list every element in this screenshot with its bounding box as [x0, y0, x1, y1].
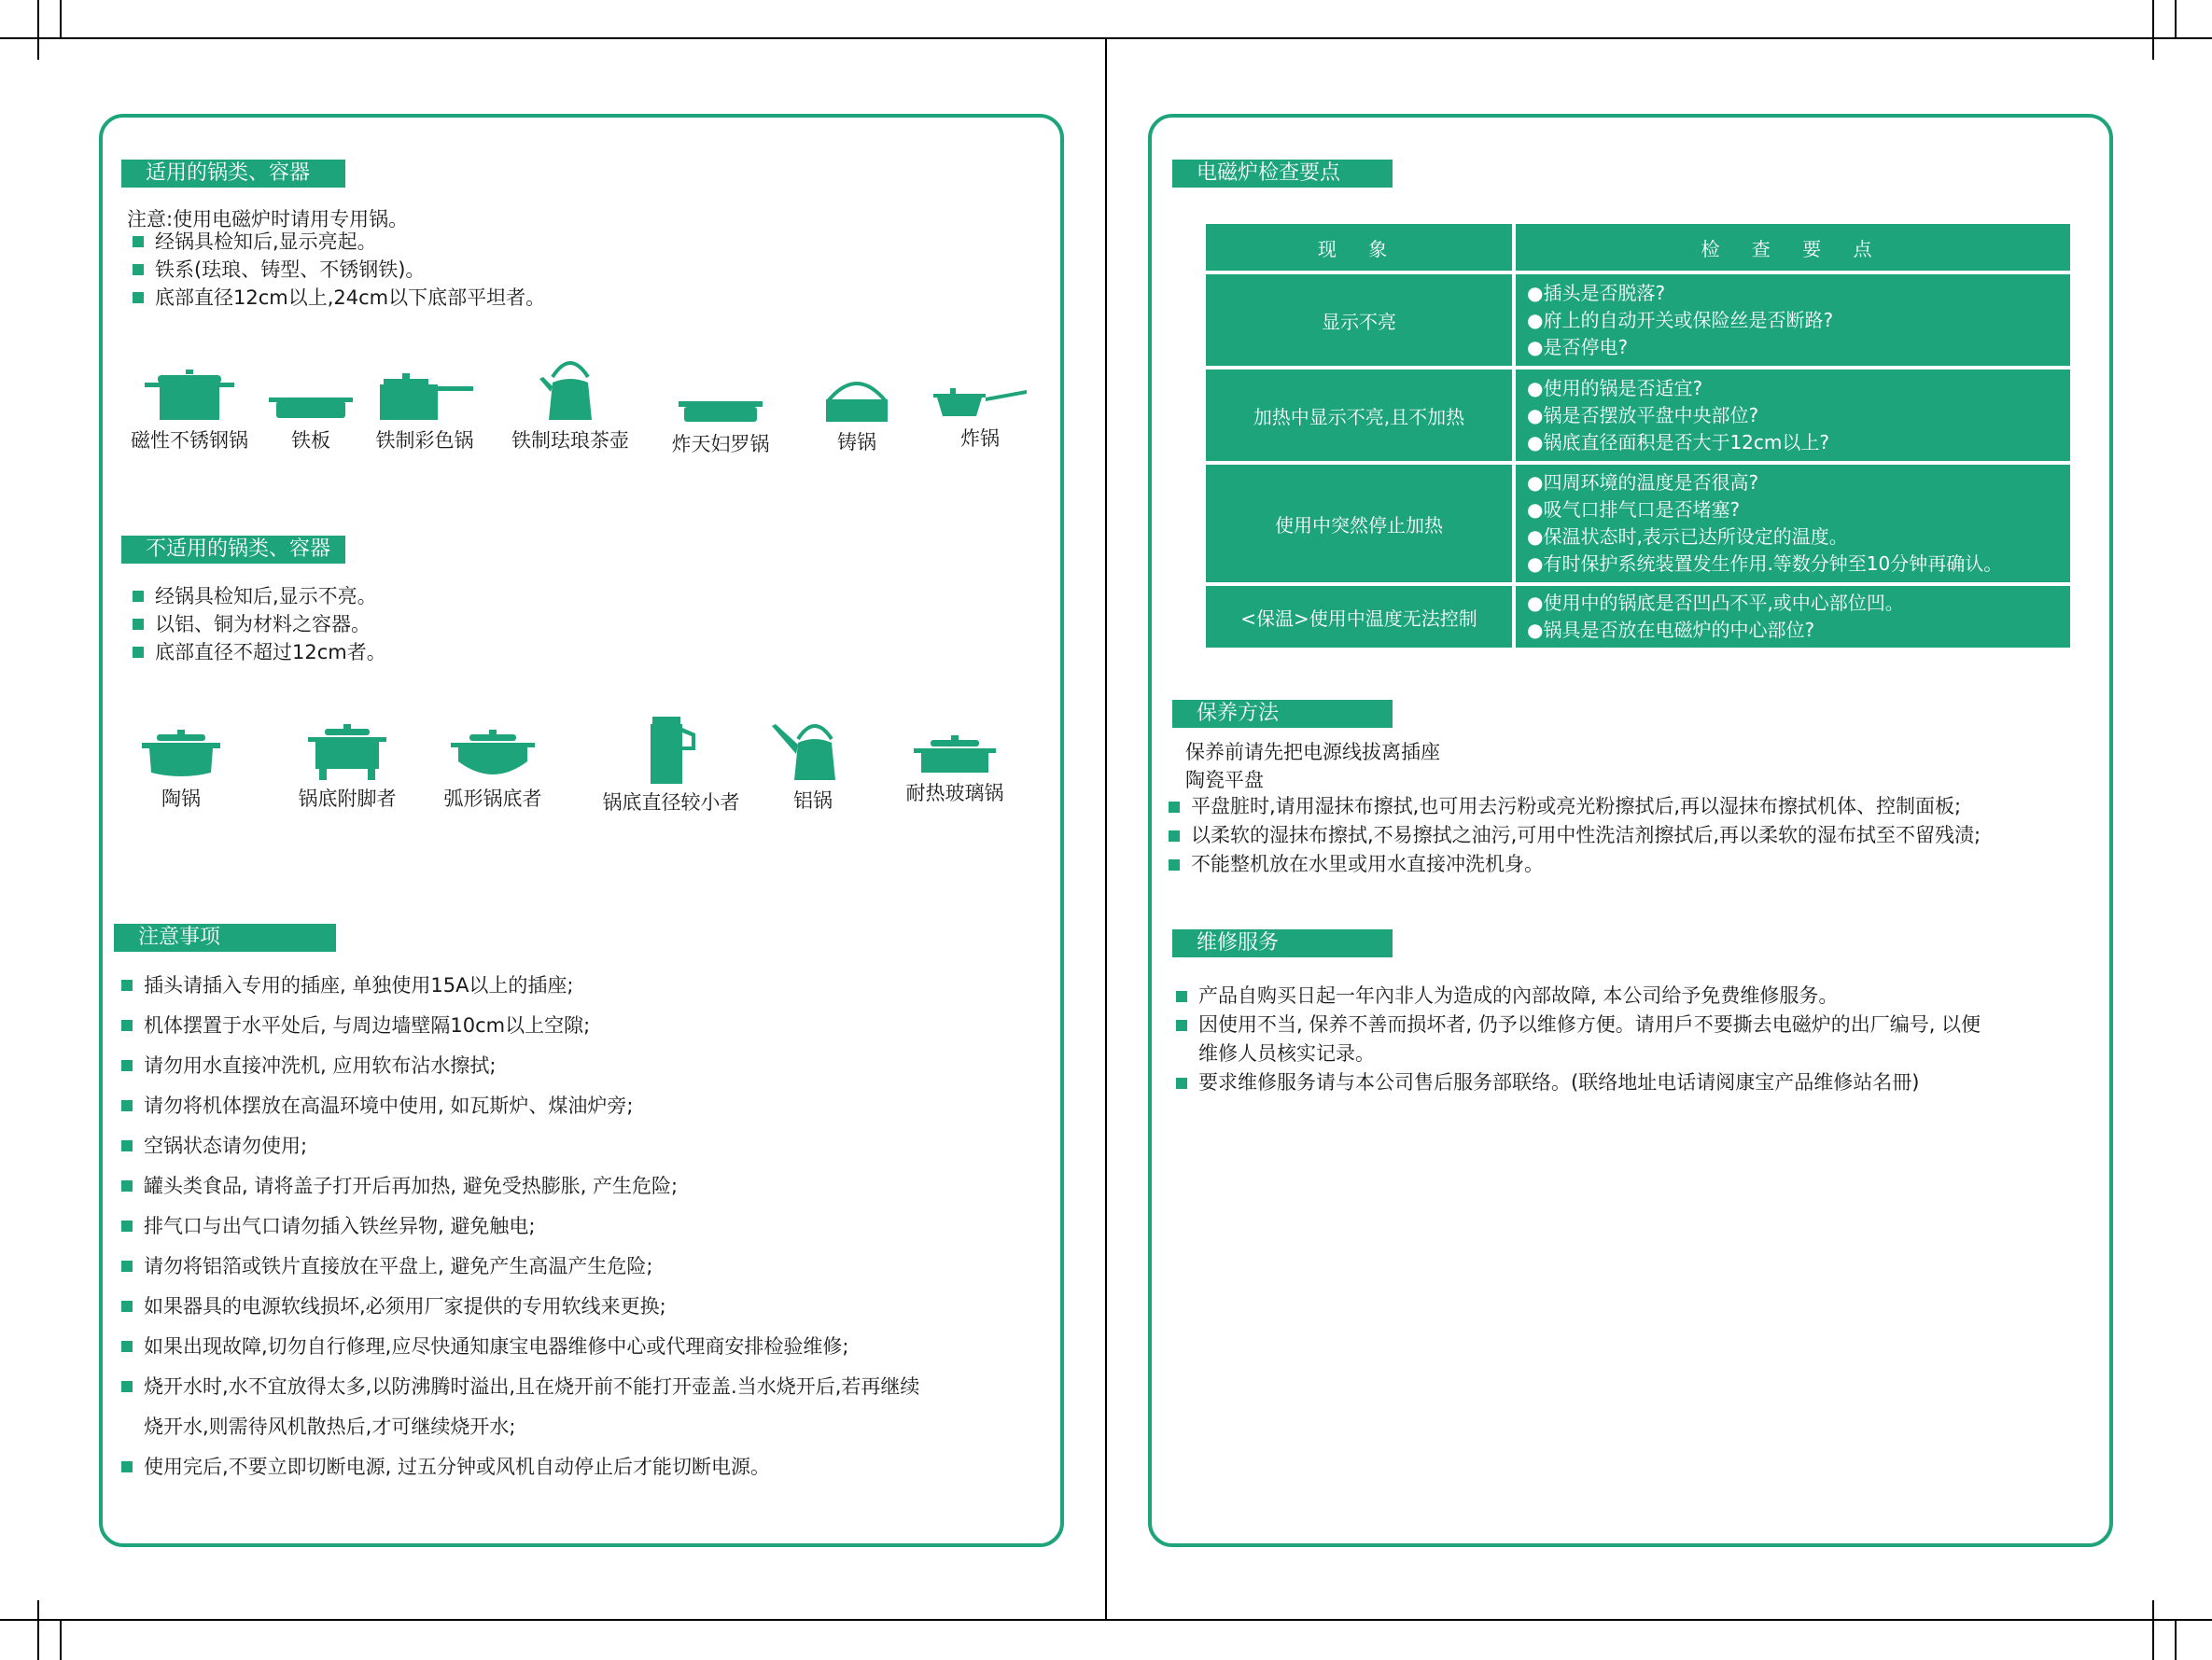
pot-label: 耐热玻璃锅: [905, 782, 1004, 804]
crop-mark: [2175, 1621, 2177, 1660]
list-item: 烧开水时,水不宜放得太多,以防沸腾时溢出,且在烧开前不能打开壶盖.当水烧开后,若再继续: [119, 1367, 919, 1407]
list-item: 请勿将机体摆放在高温环境中使用, 如瓦斯炉、煤油炉旁;: [119, 1086, 919, 1126]
symptom-cell: 使用中突然停止加热: [1204, 463, 1514, 584]
list-item: 产品自购买日起一年內非人为造成的內部故障, 本公司给予免费维修服务。: [1174, 982, 1981, 1011]
table-row: [1204, 368, 2072, 463]
check-point: ●保温状态时,表示已达所设定的温度。: [1527, 525, 1848, 548]
symptom-cell: 显示不亮: [1204, 272, 1514, 368]
check-point: ●锅是否摆放平盘中央部位?: [1527, 403, 1759, 426]
list-item: 空锅状态请勿使用;: [119, 1126, 919, 1166]
suitable-note: 注意:使用电磁炉时请用专用锅。: [127, 208, 409, 230]
kettle-icon: [770, 717, 856, 782]
list-item: 铁系(珐琅、铸型、不锈钢铁)。: [131, 256, 545, 284]
griddle-icon: [269, 392, 353, 422]
list-item: 罐头类食品, 请将盖子打开后再加热, 避免受热膨胀, 产生危险;: [119, 1166, 919, 1207]
list-item: 底部直径不超过12cm者。: [131, 638, 386, 666]
list-item: 因使用不当, 保养不善而损坏者, 仍予以维修方便。请用戶不要撕去电磁炉的出厂编号, 以便: [1174, 1011, 1981, 1039]
crop-mark: [37, 0, 39, 60]
list-item: 如果出现故障,切勿自行修理,应尽快通知康宝电器维修中心或代理商安排检验维修;: [119, 1327, 919, 1367]
column-header-symptom: 现 象: [1204, 222, 1514, 272]
points-cell: [1514, 463, 2072, 584]
suitable-list: [131, 228, 545, 312]
section-header-unsuitable: 不适用的锅类、容器: [121, 536, 345, 564]
check-point: ●插头是否脱落?: [1527, 281, 1666, 304]
list-item: 使用完后,不要立即切断电源, 过五分钟或风机自动停止后才能切断电源。: [119, 1447, 919, 1487]
tall-jug-icon: [645, 717, 697, 784]
check-point: ●是否停电?: [1527, 335, 1629, 358]
saucepan-icon: [376, 371, 473, 422]
pot-label: 锅底附脚者: [298, 788, 397, 810]
pot-aluminium: [762, 717, 864, 814]
section-header-care: 保养方法: [1172, 700, 1393, 728]
clay-pot-icon: [140, 730, 222, 780]
notes-list: [119, 966, 919, 1487]
check-point: ●锅具是否放在电磁炉的中心部位?: [1527, 619, 1815, 641]
pot-label: 铸锅: [837, 431, 876, 453]
list-item: 经锅具检知后,显示不亮。: [131, 582, 386, 610]
cast-pot-icon: [824, 379, 889, 424]
pot-tempura: [655, 398, 786, 457]
pot-label: 铝锅: [793, 789, 833, 812]
list-item: 维修人员核实记录。: [1198, 1042, 1375, 1065]
check-point: ●锅底直径面积是否大于12cm以上?: [1527, 430, 1829, 453]
list-item: 不能整机放在水里或用水直接冲洗机身。: [1167, 850, 1981, 879]
footed-pot-icon: [308, 724, 386, 780]
section-header-service: 维修服务: [1172, 929, 1393, 957]
list-item: 以柔软的湿抹布擦拭,不易擦拭之油污,可用中性洗洁剂擦拭后,再以柔软的湿布拭至不留残渍;: [1167, 821, 1981, 850]
check-point: ●使用中的锅底是否凹凸不平,或中心部位凹。: [1527, 592, 1904, 614]
pot-color-iron: [364, 371, 485, 453]
list-item: 底部直径12cm以上,24cm以下底部平坦者。: [131, 284, 545, 312]
fryer-icon: [679, 398, 763, 425]
pot-label: 铁制彩色锅: [375, 429, 474, 452]
fold-line: [1105, 37, 1107, 1621]
list-item: 平盘脏时,请用湿抹布擦拭,也可用去污粉或亮光粉擦拭后,再以湿抹布擦拭机体、控制面板;: [1167, 792, 1981, 821]
check-point: ●吸气口排气口是否堵塞?: [1527, 498, 1741, 521]
section-header-notes: 注意事项: [114, 924, 336, 952]
pot-frying: [924, 384, 1036, 452]
crop-mark: [60, 1621, 62, 1660]
pot-label: 铁制珐琅茶壶: [511, 429, 629, 452]
crop-mark: [37, 1600, 39, 1660]
check-point: ●有时保护系统装置发生作用.等数分钟至10分钟再确认。: [1527, 552, 2003, 575]
glass-pot-icon: [914, 735, 996, 774]
pot-ceramic: [118, 730, 245, 812]
pot-with-feet: [289, 724, 405, 812]
list-item: 插头请插入专用的插座, 单独使用15A以上的插座;: [119, 966, 919, 1006]
pot-label: 铁板: [291, 429, 330, 452]
list-item: 烧开水,则需待风机散热后,才可继续烧开水;: [144, 1416, 516, 1438]
check-point: ●府上的自动开关或保险丝是否断路?: [1527, 308, 1834, 331]
crop-mark: [2152, 0, 2154, 60]
symptom-cell: <保温>使用中温度无法控制: [1204, 584, 1514, 649]
crop-mark: [2152, 1600, 2154, 1660]
pot-enamel-kettle: [500, 355, 640, 453]
crop-mark: [60, 0, 62, 37]
list-item: 机体摆置于水平处后, 与周边墙壁隔10cm以上空隙;: [119, 1006, 919, 1046]
column-header-points: 检 查 要 点: [1514, 222, 2072, 272]
list-item: 请勿用水直接冲洗机, 应用软布沾水擦拭;: [119, 1046, 919, 1086]
list-item: 排气口与出气口请勿插入铁丝异物, 避免触电;: [119, 1207, 919, 1247]
pot-cast: [810, 379, 903, 455]
stock-pot-icon: [143, 370, 236, 422]
points-cell: [1514, 584, 2072, 649]
pot-label: 磁性不锈钢锅: [131, 429, 248, 452]
list-item: 请勿将铝箔或铁片直接放在平盘上, 避免产生高温产生危险;: [119, 1247, 919, 1287]
pot-iron-plate: [250, 392, 371, 453]
section-header-suitable: 适用的锅类、容器: [121, 160, 345, 188]
care-sub: 陶瓷平盘: [1185, 769, 1264, 791]
check-table: [1202, 220, 2074, 651]
list-item: 如果器具的电源软线损坏,必须用厂家提供的专用软线来更换;: [119, 1287, 919, 1327]
table-header-row: [1204, 222, 2072, 272]
check-point: ●使用的锅是否适宜?: [1527, 376, 1703, 399]
table-row: [1204, 463, 2072, 584]
pot-label: 炸锅: [960, 427, 1000, 450]
points-cell: [1514, 272, 2072, 368]
list-item: 经锅具检知后,显示亮起。: [131, 228, 545, 256]
pot-label: 陶锅: [161, 788, 201, 810]
symptom-cell: 加热中显示不亮,且不加热: [1204, 368, 1514, 463]
kettle-icon: [539, 355, 601, 422]
pot-label: 炸天妇罗锅: [671, 433, 770, 455]
pot-heat-glass: [894, 735, 1015, 806]
crop-mark: [2175, 0, 2177, 37]
section-header-check: 电磁炉检查要点: [1172, 160, 1393, 188]
service-list: [1174, 982, 1981, 1097]
list-item: 以铝、铜为材料之容器。: [131, 610, 386, 638]
pot-magnetic-steel: [119, 370, 259, 453]
list-item: 要求维修服务请与本公司售后服务部联络。(联络地址电话请阅康宝产品维修站名冊): [1174, 1068, 1981, 1097]
points-cell: [1514, 368, 2072, 463]
pot-label: 弧形锅底者: [443, 788, 542, 810]
table-row: [1204, 272, 2072, 368]
check-point: ●四周环境的温度是否很高?: [1527, 471, 1759, 494]
care-intro: 保养前请先把电源线拔离插座: [1185, 741, 1440, 763]
pot-small-base: [592, 717, 750, 816]
table-row: [1204, 584, 2072, 649]
unsuitable-list: [131, 582, 386, 666]
care-list: [1167, 792, 1981, 879]
frying-pan-icon: [933, 384, 1027, 420]
pot-curved-bottom: [435, 730, 551, 812]
pot-label: 锅底直径较小者: [602, 791, 740, 814]
round-pot-icon: [451, 730, 535, 780]
